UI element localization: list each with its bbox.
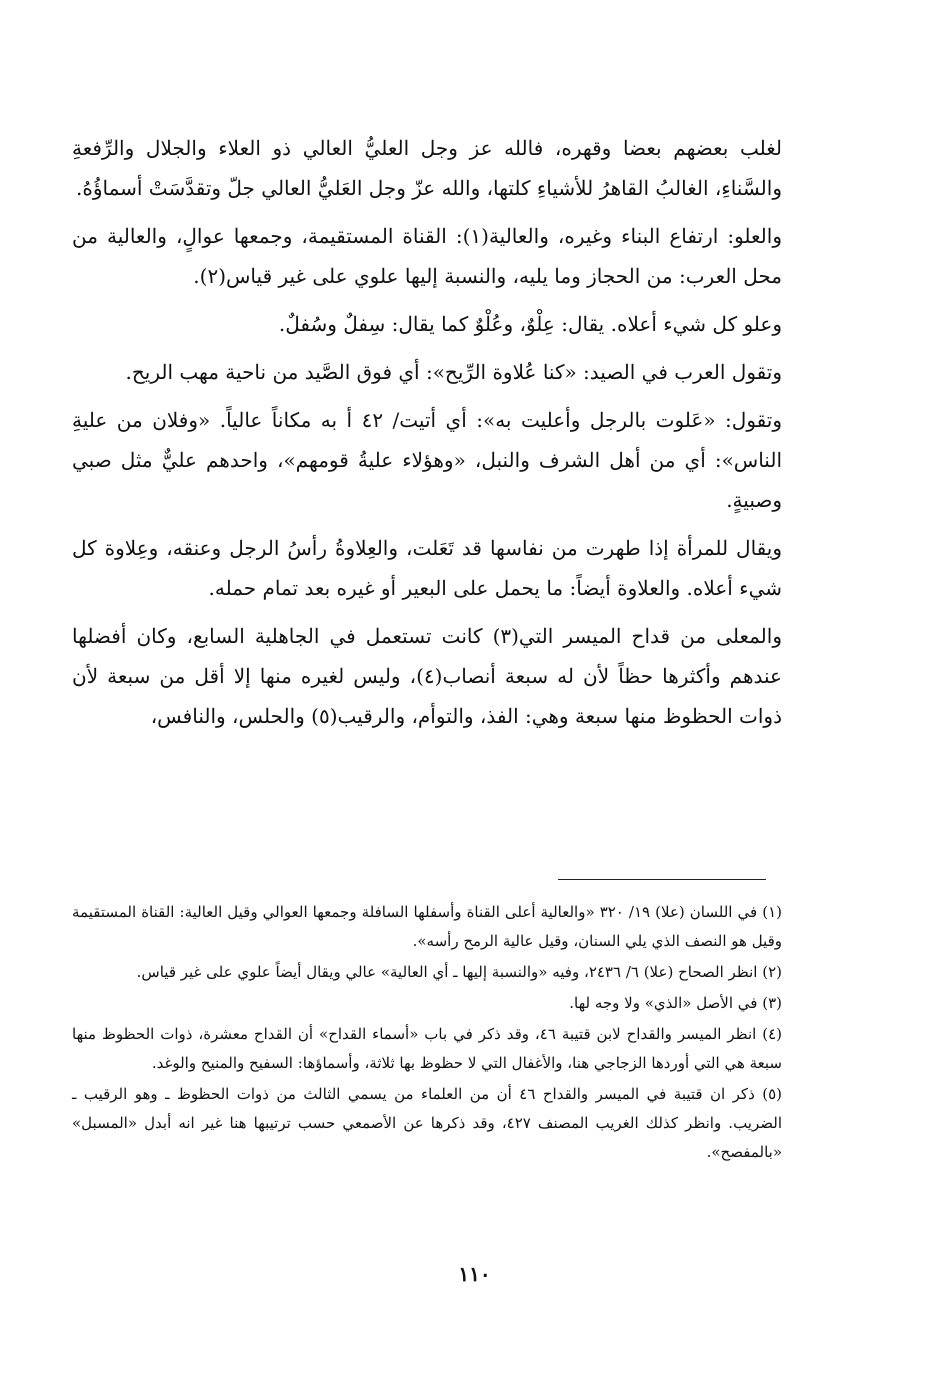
page-number: ١١٠	[458, 1262, 491, 1286]
paragraph-1: لغلب بعضهم بعضا وقهره، فالله عز وجل العليُّ العالي ذو العلاء والجلال والرِّفعةِ والسَّناءِ، الغالبُ القاهرُ للأشياءِ كلتها، والله عزّ وجل العَليُّ العالي جلّ وتقدَّسَتْ أسماؤُهُ.	[72, 136, 782, 200]
main-text	[72, 128, 782, 744]
paragraph-3: وعلو كل شيء أعلاه. يقال: عِلْوٌ، وعُلْوٌ كما يقال: سِفلٌ وسُفلٌ.	[278, 312, 782, 336]
paragraph-7: والمعلى من قداح الميسر التي(٣) كانت تستعمل في الجاهلية السابع، وكان أفضلها عندهم وأكثرها حظاً لأن له سبعة أنصاب(٤)، وليس لغيره منها إلا أقل من سبعة لأن ذوات الحظوظ منها سبعة وهي: الفذ، والتوأم، والرقيب(٥) والحلس، والنافس،	[72, 624, 782, 728]
footnote-5: (٥) ذكر ان قتيبة في الميسر والقداح ٤٦ أن من العلماء من يسمي الثالث من ذوات الحظوظ ـ وهو الرقيب ـ الضريب. وانظر كذلك الغريب المصنف ٤٢٧، وقد ذكرها عن الأصمعي حسب ترتيبها هنا غير انه أبدل «المسبل» «بالمفصح».	[72, 1085, 783, 1161]
footnotes	[72, 898, 782, 1169]
paragraph-2: والعلو: ارتفاع البناء وغيره، والعالية(١): القناة المستقيمة، وجمعها عوالٍ، والعالية من محل العرب: من الحجاز وما يليه، والنسبة إليها علوي على غير قياس(٢).	[72, 224, 782, 288]
footnote-divider	[558, 879, 766, 880]
paragraph-6: ويقال للمرأة إذا طهرت من نفاسها قد تَعَلت، والعِلاوةُ رأسُ الرجل وعنقه، وعِلاوة كل شيء أعلاه. والعلاوة أيضاً: ما يحمل على البعير أو غيره بعد تمام حمله.	[72, 536, 782, 600]
footnote-4: (٤) انظر الميسر والقداح لابن قتيبة ٤٦، وقد ذكر في باب «أسماء القداح» أن القداح معشرة، ذوات الحظوظ منها سبعة هي التي أوردها الزجاجي هنا، والأغفال التي لا حظوظ بها ثلاثة، وأسماؤها: السفيح والمنيح والوغد.	[72, 1025, 782, 1072]
paragraph-5: وتقول: «عَلوت بالرجل وأعليت به»: أي أتيت/ ٤٢ أ به مكاناً عالياً. «وفلان من عليةِ الناس»: أي من أهل الشرف والنبل، «وهؤلاء عليةُ قومهم»، واحدهم عليٌّ مثل صبي وصبيةٍ.	[72, 408, 782, 512]
footnote-2: (٢) انظر الصحاح (علا) ٦/ ٢٤٣٦، وفيه «والنسبة إليها ـ أي العالية» عالي ويقال أيضاً علوي على غير قياس.	[136, 963, 782, 981]
footnote-3: (٣) في الأصل «الذي» ولا وجه لها.	[569, 994, 782, 1012]
paragraph-4: وتقول العرب في الصيد: «كنا عُلاوة الرِّيح»: أي فوق الصَّيد من ناحية مهب الريح.	[125, 360, 782, 384]
footnote-1: (١) في اللسان (علا) ١٩/ ٣٢٠ «والعالية أعلى القناة وأسفلها السافلة وجمعها العوالي وقيل العالية: القناة المستقيمة وقيل هو النصف الذي يلي السنان، وقيل عالية الرمح رأسه».	[72, 903, 782, 950]
